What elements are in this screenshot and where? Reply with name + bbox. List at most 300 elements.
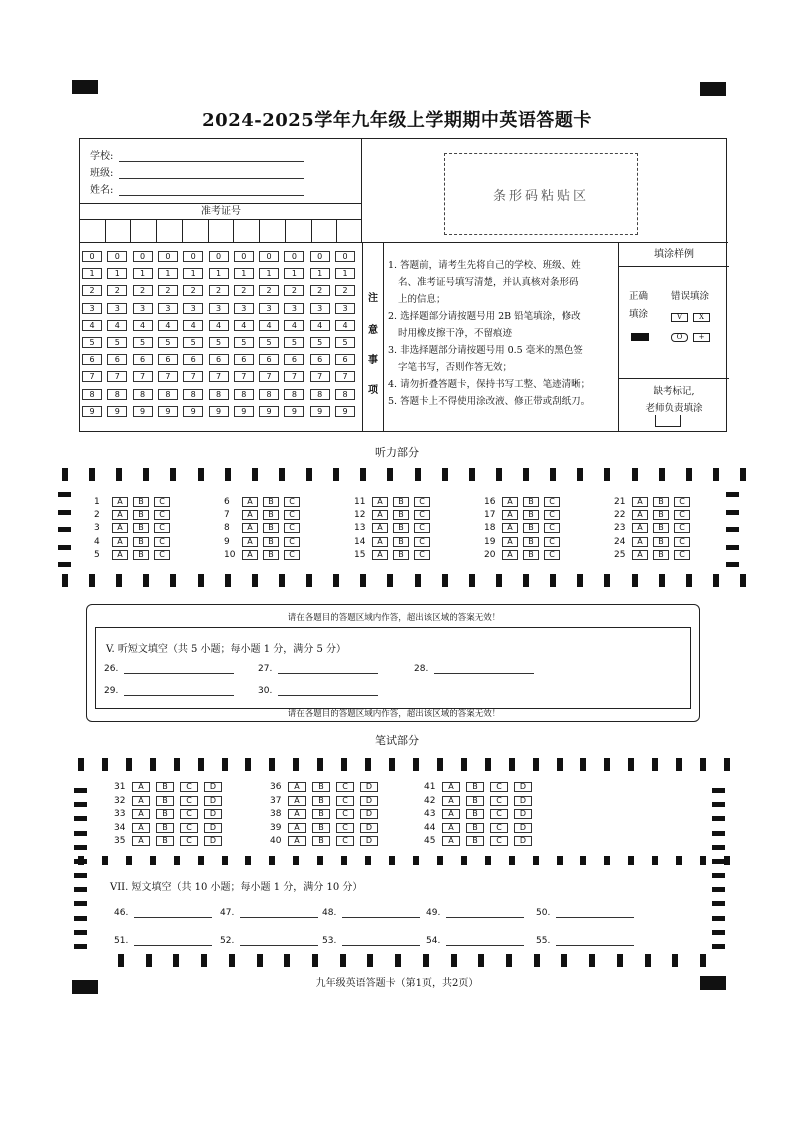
answer-bubble[interactable]: D (514, 782, 532, 792)
answer-bubble[interactable]: A (372, 523, 388, 533)
digit-bubble[interactable]: 6 (310, 354, 330, 365)
answer-bubble[interactable]: C (544, 523, 560, 533)
digit-bubble[interactable]: 8 (310, 389, 330, 400)
digit-bubble[interactable]: 6 (259, 354, 279, 365)
answer-bubble[interactable]: C (544, 550, 560, 560)
answer-blank[interactable]: 48. (322, 908, 420, 918)
digit-bubble[interactable]: 1 (183, 268, 203, 279)
digit-bubble[interactable]: 9 (234, 406, 254, 417)
digit-bubble[interactable]: 7 (133, 371, 153, 382)
exam-id-cell[interactable] (234, 220, 260, 243)
exam-id-cell[interactable] (286, 220, 312, 243)
digit-bubble[interactable]: 1 (158, 268, 178, 279)
digit-bubble[interactable]: 4 (259, 320, 279, 331)
digit-bubble[interactable]: 6 (209, 354, 229, 365)
answer-bubble[interactable]: D (514, 796, 532, 806)
answer-bubble[interactable]: B (466, 823, 484, 833)
exam-id-cell[interactable] (337, 220, 362, 243)
answer-bubble[interactable]: A (288, 823, 306, 833)
answer-bubble[interactable]: B (523, 523, 539, 533)
answer-bubble[interactable]: C (336, 782, 354, 792)
digit-bubble[interactable]: 3 (310, 303, 330, 314)
answer-bubble[interactable]: C (284, 523, 300, 533)
exam-id-cell[interactable] (80, 220, 106, 243)
digit-bubble[interactable]: 4 (82, 320, 102, 331)
answer-bubble[interactable]: B (393, 510, 409, 520)
digit-bubble[interactable]: 2 (209, 285, 229, 296)
digit-bubble[interactable]: 7 (107, 371, 127, 382)
digit-bubble[interactable]: 0 (310, 251, 330, 262)
digit-bubble[interactable]: 0 (82, 251, 102, 262)
digit-bubble[interactable]: 8 (133, 389, 153, 400)
digit-bubble[interactable]: 4 (183, 320, 203, 331)
answer-bubble[interactable]: C (674, 550, 690, 560)
digit-bubble[interactable]: 3 (209, 303, 229, 314)
answer-bubble[interactable]: D (360, 823, 378, 833)
answer-bubble[interactable]: B (466, 836, 484, 846)
answer-bubble[interactable]: B (393, 497, 409, 507)
answer-bubble[interactable]: C (180, 836, 198, 846)
answer-bubble[interactable]: A (442, 809, 460, 819)
digit-bubble[interactable]: 9 (284, 406, 304, 417)
timing-mark (150, 856, 156, 865)
digit-bubble[interactable]: 3 (82, 303, 102, 314)
timing-mark (550, 574, 556, 587)
digit-bubble[interactable]: 2 (259, 285, 279, 296)
answer-blank[interactable]: 53. (322, 936, 420, 946)
digit-bubble[interactable]: 1 (82, 268, 102, 279)
answer-bubble[interactable]: A (442, 782, 460, 792)
answer-bubble[interactable]: B (133, 510, 149, 520)
answer-bubble[interactable]: B (653, 497, 669, 507)
answer-bubble[interactable]: D (514, 809, 532, 819)
digit-bubble[interactable]: 5 (259, 337, 279, 348)
digit-bubble[interactable]: 6 (158, 354, 178, 365)
digit-bubble[interactable]: 4 (310, 320, 330, 331)
digit-bubble[interactable]: 2 (133, 285, 153, 296)
answer-bubble[interactable]: B (263, 550, 279, 560)
question-number: 23 (614, 523, 626, 534)
answer-blank-30[interactable]: 30. (258, 686, 378, 696)
digit-bubble[interactable]: 9 (335, 406, 355, 417)
answer-bubble[interactable]: B (156, 796, 174, 806)
digit-bubble[interactable]: 5 (158, 337, 178, 348)
digit-bubble[interactable]: 9 (310, 406, 330, 417)
digit-bubble[interactable]: 1 (310, 268, 330, 279)
digit-bubble[interactable]: 2 (310, 285, 330, 296)
answer-bubble[interactable]: D (360, 796, 378, 806)
answer-bubble[interactable]: A (132, 836, 150, 846)
answer-blank-29[interactable]: 29. (104, 686, 234, 696)
answer-bubble[interactable]: A (632, 510, 648, 520)
exam-id-cell[interactable] (106, 220, 132, 243)
answer-bubble[interactable]: B (156, 809, 174, 819)
digit-bubble[interactable]: 0 (183, 251, 203, 262)
digit-bubble[interactable]: 9 (259, 406, 279, 417)
digit-bubble[interactable]: 2 (183, 285, 203, 296)
digit-bubble[interactable]: 7 (310, 371, 330, 382)
digit-bubble[interactable]: 6 (107, 354, 127, 365)
answer-bubble[interactable]: C (336, 836, 354, 846)
exam-id-cell[interactable] (157, 220, 183, 243)
digit-bubble[interactable]: 3 (335, 303, 355, 314)
answer-bubble[interactable]: C (674, 497, 690, 507)
answer-bubble[interactable]: B (312, 836, 330, 846)
answer-bubble[interactable]: B (523, 497, 539, 507)
digit-bubble[interactable]: 9 (183, 406, 203, 417)
digit-bubble[interactable]: 3 (158, 303, 178, 314)
timing-mark (340, 954, 346, 967)
digit-bubble[interactable]: 3 (284, 303, 304, 314)
answer-bubble[interactable]: B (312, 782, 330, 792)
answer-bubble[interactable]: D (360, 836, 378, 846)
answer-bubble[interactable]: C (674, 510, 690, 520)
answer-bubble[interactable]: A (288, 796, 306, 806)
digit-bubble[interactable]: 7 (284, 371, 304, 382)
answer-bubble[interactable]: A (632, 537, 648, 547)
digit-bubble[interactable]: 3 (259, 303, 279, 314)
digit-bubble[interactable]: 0 (259, 251, 279, 262)
digit-bubble[interactable]: 2 (284, 285, 304, 296)
timing-mark (279, 468, 285, 481)
exam-id-cell[interactable] (183, 220, 209, 243)
answer-bubble[interactable]: D (360, 782, 378, 792)
answer-blank[interactable]: 46. (114, 908, 212, 918)
timing-mark (589, 954, 595, 967)
answer-bubble[interactable]: D (360, 809, 378, 819)
timing-mark (604, 468, 610, 481)
digit-bubble[interactable]: 4 (158, 320, 178, 331)
answer-bubble[interactable]: A (288, 809, 306, 819)
answer-bubble[interactable]: C (490, 782, 508, 792)
answer-bubble[interactable]: B (263, 537, 279, 547)
digit-bubble[interactable]: 7 (259, 371, 279, 382)
corner-mark-top-left (72, 80, 98, 94)
answer-bubble[interactable]: C (154, 523, 170, 533)
exam-id-cell[interactable] (209, 220, 235, 243)
digit-bubble[interactable]: 8 (234, 389, 254, 400)
digit-bubble[interactable]: 5 (133, 337, 153, 348)
answer-bubble[interactable]: C (490, 836, 508, 846)
answer-bubble[interactable]: D (204, 836, 222, 846)
answer-bubble[interactable]: B (133, 523, 149, 533)
digit-bubble[interactable]: 0 (284, 251, 304, 262)
answer-bubble[interactable]: B (312, 796, 330, 806)
answer-bubble[interactable]: C (336, 823, 354, 833)
digit-bubble[interactable]: 8 (183, 389, 203, 400)
answer-bubble[interactable]: A (132, 782, 150, 792)
exam-id-cell[interactable] (260, 220, 286, 243)
digit-bubble[interactable]: 1 (284, 268, 304, 279)
answer-bubble[interactable]: B (263, 510, 279, 520)
digit-bubble[interactable]: 1 (259, 268, 279, 279)
answer-bubble[interactable]: A (242, 550, 258, 560)
timing-mark (726, 562, 739, 567)
answer-bubble[interactable]: A (242, 497, 258, 507)
digit-bubble[interactable]: 1 (234, 268, 254, 279)
digit-bubble[interactable]: 8 (284, 389, 304, 400)
digit-bubble[interactable]: 5 (310, 337, 330, 348)
digit-bubble[interactable]: 1 (209, 268, 229, 279)
answer-bubble[interactable]: B (156, 782, 174, 792)
timing-mark (222, 856, 228, 865)
class-field[interactable]: 班级: (90, 164, 304, 179)
answer-bubble[interactable]: C (154, 497, 170, 507)
answer-bubble[interactable]: A (502, 523, 518, 533)
answer-bubble[interactable]: C (284, 510, 300, 520)
timing-mark (724, 758, 730, 771)
answer-bubble[interactable]: A (372, 510, 388, 520)
answer-bubble[interactable]: C (154, 510, 170, 520)
answer-bubble[interactable]: D (514, 823, 532, 833)
digit-bubble[interactable]: 9 (82, 406, 102, 417)
timing-mark (713, 468, 719, 481)
answer-bubble[interactable]: C (674, 523, 690, 533)
digit-bubble[interactable]: 5 (107, 337, 127, 348)
digit-bubble[interactable]: 5 (209, 337, 229, 348)
digit-bubble[interactable]: 4 (234, 320, 254, 331)
answer-bubble[interactable]: B (156, 836, 174, 846)
answer-bubble[interactable]: B (653, 537, 669, 547)
answer-bubble[interactable]: A (632, 550, 648, 560)
answer-bubble[interactable]: A (112, 550, 128, 560)
digit-bubble[interactable]: 6 (234, 354, 254, 365)
answer-bubble[interactable]: C (154, 537, 170, 547)
digit-bubble[interactable]: 0 (158, 251, 178, 262)
digit-bubble[interactable]: 8 (209, 389, 229, 400)
question-number: 43 (424, 809, 436, 820)
digit-bubble[interactable]: 5 (335, 337, 355, 348)
question-number: 15 (354, 549, 366, 560)
answer-bubble[interactable]: B (263, 497, 279, 507)
digit-bubble[interactable]: 0 (107, 251, 127, 262)
answer-bubble[interactable]: C (674, 537, 690, 547)
answer-blank[interactable]: 51. (114, 936, 212, 946)
answer-bubble[interactable]: B (393, 537, 409, 547)
digit-bubble[interactable]: 7 (183, 371, 203, 382)
digit-bubble[interactable]: 7 (234, 371, 254, 382)
digit-bubble[interactable]: 8 (82, 389, 102, 400)
digit-bubble[interactable]: 4 (107, 320, 127, 331)
exam-id-cell[interactable] (312, 220, 338, 243)
digit-bubble[interactable]: 4 (284, 320, 304, 331)
answer-blank-27[interactable]: 27. (258, 664, 378, 674)
answer-blank[interactable]: 50. (536, 908, 634, 918)
answer-bubble[interactable]: A (112, 510, 128, 520)
timing-mark (365, 856, 371, 865)
question-number: 22 (614, 510, 626, 521)
answer-bubble[interactable]: A (502, 510, 518, 520)
answer-blank-28[interactable]: 28. (414, 664, 534, 674)
school-field[interactable]: 学校: (90, 147, 304, 162)
answer-bubble[interactable]: A (442, 836, 460, 846)
digit-bubble[interactable]: 9 (133, 406, 153, 417)
answer-bubble[interactable]: B (156, 823, 174, 833)
digit-bubble[interactable]: 6 (82, 354, 102, 365)
answer-bubble[interactable]: C (336, 796, 354, 806)
question-number: 21 (614, 497, 626, 507)
digit-bubble[interactable]: 2 (335, 285, 355, 296)
answer-bubble[interactable]: A (242, 523, 258, 533)
answer-bubble[interactable]: B (312, 809, 330, 819)
digit-bubble[interactable]: 1 (133, 268, 153, 279)
answer-bubble[interactable]: B (466, 809, 484, 819)
answer-bubble[interactable]: A (132, 796, 150, 806)
answer-bubble[interactable]: B (523, 550, 539, 560)
answer-bubble[interactable]: C (544, 537, 560, 547)
answer-blank[interactable]: 55. (536, 936, 634, 946)
answer-bubble[interactable]: A (112, 523, 128, 533)
answer-bubble[interactable]: B (523, 510, 539, 520)
answer-bubble[interactable]: C (284, 497, 300, 507)
answer-bubble[interactable]: D (204, 782, 222, 792)
answer-bubble[interactable]: D (204, 823, 222, 833)
answer-bubble[interactable]: A (442, 796, 460, 806)
digit-bubble[interactable]: 1 (335, 268, 355, 279)
digit-bubble[interactable]: 9 (107, 406, 127, 417)
digit-bubble[interactable]: 0 (335, 251, 355, 262)
answer-bubble[interactable]: A (502, 537, 518, 547)
timing-mark (143, 468, 149, 481)
answer-bubble[interactable]: C (180, 809, 198, 819)
timing-mark (523, 468, 529, 481)
digit-bubble[interactable]: 6 (335, 354, 355, 365)
digit-bubble[interactable]: 0 (133, 251, 153, 262)
question-number: 38 (270, 809, 282, 820)
answer-bubble[interactable]: A (288, 782, 306, 792)
answer-bubble[interactable]: A (242, 510, 258, 520)
answer-bubble[interactable]: C (180, 796, 198, 806)
digit-bubble[interactable]: 7 (335, 371, 355, 382)
digit-bubble[interactable]: 5 (82, 337, 102, 348)
answer-bubble[interactable]: C (544, 510, 560, 520)
answer-bubble[interactable]: C (544, 497, 560, 507)
answer-bubble[interactable]: A (288, 836, 306, 846)
digit-bubble[interactable]: 6 (133, 354, 153, 365)
timing-mark (617, 954, 623, 967)
answer-bubble[interactable]: D (204, 809, 222, 819)
digit-bubble[interactable]: 4 (335, 320, 355, 331)
name-field[interactable]: 姓名: (90, 181, 304, 196)
answer-bubble[interactable]: A (132, 823, 150, 833)
answer-bubble[interactable]: A (632, 497, 648, 507)
answer-bubble[interactable]: C (154, 550, 170, 560)
answer-bubble[interactable]: A (632, 523, 648, 533)
answer-bubble[interactable]: A (442, 823, 460, 833)
answer-bubble[interactable]: B (393, 550, 409, 560)
absent-mark-box[interactable] (655, 415, 681, 427)
answer-bubble[interactable]: A (112, 497, 128, 507)
answer-blank-26[interactable]: 26. (104, 664, 234, 674)
digit-bubble[interactable]: 9 (209, 406, 229, 417)
digit-bubble[interactable]: 0 (234, 251, 254, 262)
digit-bubble[interactable]: 8 (107, 389, 127, 400)
digit-bubble[interactable]: 4 (133, 320, 153, 331)
answer-bubble[interactable]: B (653, 523, 669, 533)
answer-bubble[interactable]: B (133, 497, 149, 507)
answer-bubble[interactable]: C (414, 550, 430, 560)
digit-bubble[interactable]: 7 (209, 371, 229, 382)
digit-bubble[interactable]: 2 (82, 285, 102, 296)
answer-bubble[interactable]: A (242, 537, 258, 547)
answer-bubble[interactable]: C (180, 782, 198, 792)
digit-bubble[interactable]: 8 (158, 389, 178, 400)
digit-bubble[interactable]: 2 (107, 285, 127, 296)
answer-bubble[interactable]: A (112, 537, 128, 547)
answer-blank[interactable]: 47. (220, 908, 318, 918)
digit-bubble[interactable]: 3 (133, 303, 153, 314)
answer-bubble[interactable]: C (414, 523, 430, 533)
exam-id-cells[interactable] (80, 220, 362, 243)
answer-bubble[interactable]: A (132, 809, 150, 819)
answer-bubble[interactable]: B (523, 537, 539, 547)
digit-bubble[interactable]: 2 (234, 285, 254, 296)
answer-bubble[interactable]: B (466, 782, 484, 792)
digit-bubble[interactable]: 4 (209, 320, 229, 331)
answer-bubble[interactable]: A (372, 497, 388, 507)
digit-bubble[interactable]: 9 (158, 406, 178, 417)
answer-bubble[interactable]: C (284, 537, 300, 547)
digit-bubble[interactable]: 2 (158, 285, 178, 296)
answer-bubble[interactable]: C (336, 809, 354, 819)
wrong-mark-cross: X (693, 313, 710, 322)
answer-bubble[interactable]: B (133, 550, 149, 560)
answer-bubble[interactable]: C (180, 823, 198, 833)
digit-bubble[interactable]: 8 (335, 389, 355, 400)
answer-bubble[interactable]: C (490, 823, 508, 833)
answer-bubble[interactable]: A (502, 550, 518, 560)
digit-bubble[interactable]: 3 (107, 303, 127, 314)
answer-bubble[interactable]: C (414, 510, 430, 520)
answer-bubble[interactable]: A (372, 550, 388, 560)
answer-bubble[interactable]: B (393, 523, 409, 533)
timing-mark (712, 944, 725, 949)
digit-bubble[interactable]: 7 (82, 371, 102, 382)
answer-bubble[interactable]: C (414, 497, 430, 507)
digit-bubble[interactable]: 6 (284, 354, 304, 365)
answer-bubble[interactable]: B (653, 510, 669, 520)
digit-bubble[interactable]: 0 (209, 251, 229, 262)
digit-bubble[interactable]: 7 (158, 371, 178, 382)
digit-bubble[interactable]: 3 (234, 303, 254, 314)
answer-bubble[interactable]: B (263, 523, 279, 533)
answer-bubble[interactable]: C (490, 809, 508, 819)
digit-bubble[interactable]: 5 (284, 337, 304, 348)
answer-blank[interactable]: 49. (426, 908, 524, 918)
answer-bubble[interactable]: B (312, 823, 330, 833)
digit-bubble[interactable]: 5 (183, 337, 203, 348)
timing-mark (201, 954, 207, 967)
answer-bubble[interactable]: D (514, 836, 532, 846)
answer-bubble[interactable]: B (466, 796, 484, 806)
digit-bubble[interactable]: 8 (259, 389, 279, 400)
answer-blank[interactable]: 52. (220, 936, 318, 946)
answer-bubble[interactable]: A (372, 537, 388, 547)
answer-blank[interactable]: 54. (426, 936, 524, 946)
answer-bubble[interactable]: C (284, 550, 300, 560)
answer-bubble[interactable]: C (414, 537, 430, 547)
answer-bubble[interactable]: B (133, 537, 149, 547)
answer-bubble[interactable]: A (502, 497, 518, 507)
answer-bubble[interactable]: C (490, 796, 508, 806)
digit-bubble[interactable]: 1 (107, 268, 127, 279)
digit-bubble[interactable]: 3 (183, 303, 203, 314)
digit-bubble[interactable]: 5 (234, 337, 254, 348)
digit-bubble[interactable]: 6 (183, 354, 203, 365)
exam-id-cell[interactable] (131, 220, 157, 243)
answer-bubble[interactable]: B (653, 550, 669, 560)
answer-bubble[interactable]: D (204, 796, 222, 806)
